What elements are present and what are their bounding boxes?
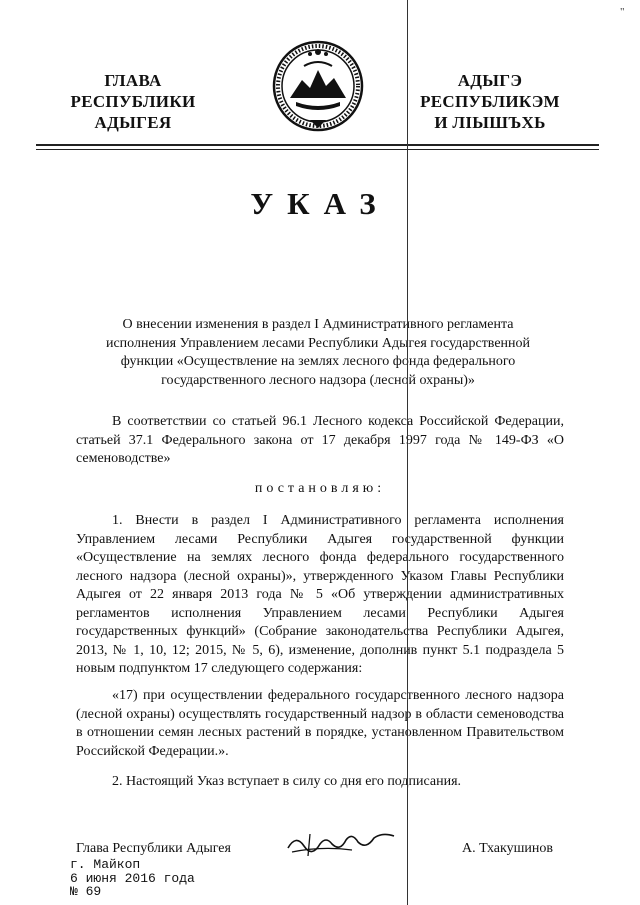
decree-word: постановляю: bbox=[254, 481, 386, 496]
handwritten-signature bbox=[282, 826, 402, 860]
header-right-line-1: АДЫГЭ РЕСПУБЛИКЭМ bbox=[420, 71, 560, 111]
corner-mark: " bbox=[620, 6, 625, 18]
intro-paragraph: В соответствии со статьей 96.1 Лесного кодекса Российской Федерации, статьей 37.1 Федерального закона от 17 декабря 1997 года № 149-ФЗ «О семеноводстве» bbox=[76, 414, 564, 466]
header-left-line-1: ГЛАВА bbox=[104, 71, 162, 90]
item-2-paragraph: 2. Настоящий Указ вступает в силу со дня его подписания. bbox=[112, 774, 462, 789]
header-left bbox=[38, 70, 228, 133]
document-meta bbox=[70, 858, 195, 899]
item-1-quote-paragraph: «17) при осуществлении федерального государственного лесного надзора (лесной охраны) осуществлять государственный надзор в области семеноводства в отношении семян лесных растений в порядке, установленном Правительством Российской Федерации.». bbox=[76, 688, 564, 759]
meta-date: 6 июня 2016 года bbox=[70, 870, 195, 886]
scan-fold-line bbox=[407, 0, 408, 905]
meta-place: г. Майкоп bbox=[70, 857, 141, 872]
header-rule-thick bbox=[36, 144, 599, 146]
header-right bbox=[392, 70, 588, 133]
signer-name: А. Тхакушинов bbox=[462, 841, 553, 856]
header-left-line-2: РЕСПУБЛИКИ АДЫГЕЯ bbox=[70, 92, 196, 132]
meta-number: № 69 bbox=[70, 884, 102, 899]
signer-position: Глава Республики Адыгея bbox=[76, 841, 231, 856]
document-title: УКАЗ bbox=[250, 186, 390, 221]
header-rule-thin bbox=[36, 149, 599, 150]
document-subject: О внесении изменения в раздел I Административного регламента исполнения Управлением лесами Республики Адыгея государственной функции «Осуществление на землях лесного фонда федерального государственного лесного надзора (лесной охраны)» bbox=[105, 317, 531, 388]
item-1-paragraph: 1. Внести в раздел I Административного регламента исполнения Управлением лесами Республики Адыгея государственной функции «Осуществление на землях лесного фонда федерального государственного лесного надзора (лесной охраны)», утвержденного Указом Главы Республики Адыгея от 22 января 2013 года № 5 «Об утверждении административных регламентов исполнения Управлением лесами Республики Адыгея государственных функций» (Собрание законодательства Республики Адыгея, 2013, № 1, 10, 12; 2015, № 5, 6), изменение, дополнив пункт 5.1 подраздела 5 новым подпунктом 17 следующего содержания: bbox=[76, 513, 564, 676]
header-right-line-2: И ЛІЫШЪХЬ bbox=[434, 113, 546, 132]
coat-of-arms-emblem bbox=[270, 36, 366, 136]
